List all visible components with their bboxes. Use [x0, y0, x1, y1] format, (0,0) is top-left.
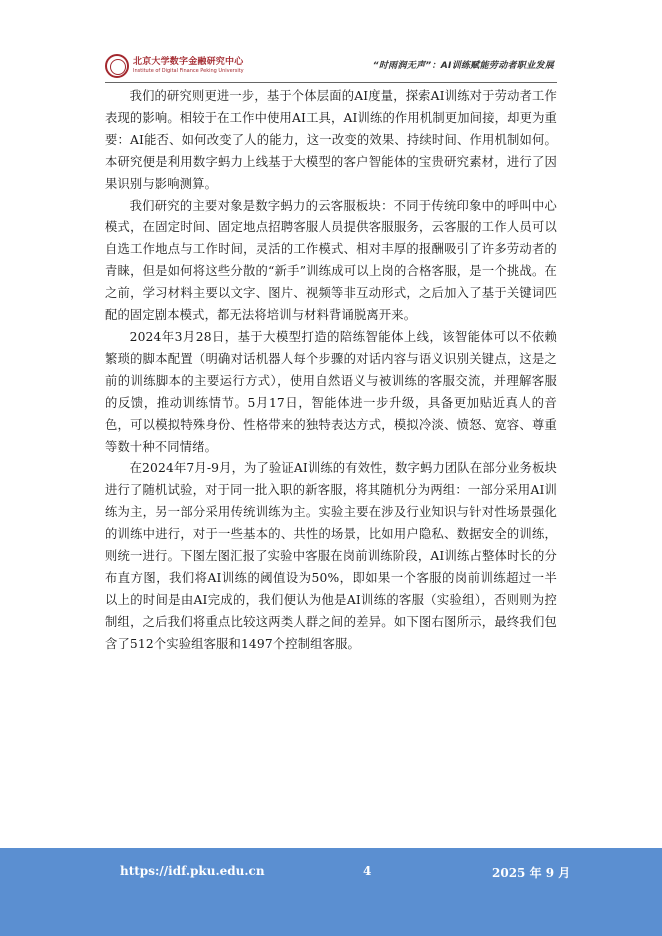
logo-name-en: Institute of Digital Finance Peking University	[133, 68, 244, 74]
header-divider	[105, 82, 557, 83]
pku-seal-icon	[105, 54, 129, 78]
page-number: 4	[363, 864, 372, 878]
paragraph: 我们研究的主要对象是数字蚂力的云客服板块：不同于传统印象中的呼叫中心模式，在固定时间、固定地点招聘客服人员提供客服服务，云客服的工作人员可以自选工作地点与工作时间，灵活的工作模式、相对丰厚的报酬吸引了许多劳动者的青睐，但是如何将这些分散的“新手”训练成可以上岗的合格客服，是一个挑战。在之前，学习材料主要以文字、图片、视频等非互动形式，之后加入了基于关键词匹配的固定剧本模式，都无法将培训与材料背诵脱离开来。	[105, 198, 557, 323]
running-title: “时雨润无声”：AI训练赋能劳动者职业发展	[372, 61, 554, 71]
paragraph: 我们的研究则更进一步，基于个体层面的AI度量，探索AI训练对于劳动者工作表现的影响。相较于在工作中使用AI工具，AI训练的作用机制更加间接，却更为重要：AI能否、如何改变了人的能力，这一改变的效果、持续时间、作用机制如何。本研究便是利用数字蚂力上线基于大模型的客户智能体的宝贵研究素材，进行了因果识别与影响测算。	[105, 89, 557, 191]
footer-url[interactable]: https://idf.pku.edu.cn	[120, 864, 265, 878]
paragraph: 在2024年7月-9月，为了验证AI训练的有效性，数字蚂力团队在部分业务板块进行了随机试验，对于同一批入职的新客服，将其随机分为两组：一部分采用AI训练为主，另一部分采用传统训练为主。实验主要在涉及行业知识与针对性场景强化的训练中进行，对于一些基本的、共性的场景，比如用户隐私、数据安全的训练，则统一进行。下图左图汇报了实验中客服在岗前训练阶段，AI训练占整体时长的分布直方图，我们将AI训练的阈值设为50%，即如果一个客服的岗前训练超过一半以上的时间是由AI完成的，我们便认为他是AI训练的客服（实验组），否则则为控制组，之后我们将重点比较这两类人群之间的差异。如下图右图所示，最终我们包含了512个实验组客服和1497个控制组客服。	[105, 461, 557, 651]
institute-logo	[105, 54, 244, 78]
body-text	[105, 86, 557, 656]
footer-date: 2025 年 9 月	[492, 866, 571, 880]
paragraph: 2024年3月28日，基于大模型打造的陪练智能体上线，该智能体可以不依赖繁琐的脚本配置（明确对话机器人每个步骤的对话内容与语义识别关键点，这是之前的训练脚本的主要运行方式），使用自然语义与被训练的客服交流，并理解客服的反馈，推动训练情节。5月17日，智能体进一步升级，具备更加贴近真人的音色，可以模拟特殊身份、性格带来的独特表达方式，模拟冷淡、愤怒、宽容、尊重等数十种不同情绪。	[105, 329, 557, 454]
page-footer	[0, 848, 662, 936]
logo-text	[133, 58, 244, 74]
logo-name-cn: 北京大学数字金融研究中心	[133, 57, 244, 67]
page-header	[0, 0, 662, 86]
